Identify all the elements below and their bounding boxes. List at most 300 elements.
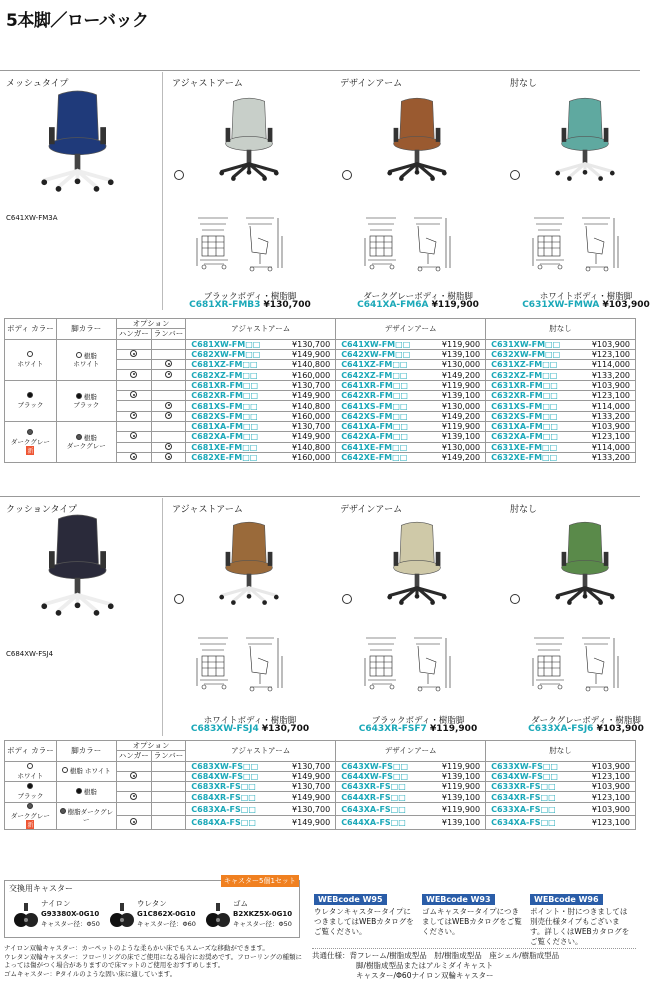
- leg-color-dot: [62, 767, 68, 773]
- cushion-leg-color-0: [56, 761, 116, 782]
- mesh-price-cell: [486, 432, 636, 442]
- price: ¥130,000: [441, 401, 481, 411]
- caster-name: ゴム: [233, 899, 248, 908]
- mesh-featured-price-3: ¥103,900: [602, 300, 650, 310]
- price: ¥149,200: [441, 453, 481, 462]
- hanger-option: [116, 421, 151, 431]
- mesh-type-label: メッシュタイプ: [6, 79, 69, 89]
- mesh-price-cell: [336, 442, 486, 452]
- model-code: C642XZ-FM□□: [341, 370, 408, 380]
- leg-color-label: 樹脂 ダークグレー: [66, 434, 106, 451]
- model-code: C633XA-FS□□: [491, 804, 556, 814]
- model-code: C634XA-FS□□: [491, 818, 556, 828]
- model-code: C684XW-FS□□: [191, 772, 259, 782]
- option-check-icon: [165, 360, 172, 367]
- body-color-dot: [27, 351, 33, 357]
- mesh-featured-model-2: C641XA-FM6A: [357, 300, 429, 310]
- mesh-dimension-drawing-1: [194, 212, 286, 274]
- model-code: C641XZ-FM□□: [341, 360, 408, 370]
- cushion-color-swatch-2: [342, 594, 352, 604]
- mesh-featured-code-1: [180, 300, 320, 310]
- model-code: C682XS-FM□□: [191, 411, 258, 421]
- leg-color-label: 樹脂 ホワイト: [73, 351, 100, 368]
- price: ¥123,100: [591, 391, 630, 401]
- hanger-option: [116, 761, 151, 771]
- model-code: C683XA-FS□□: [191, 804, 256, 814]
- common-spec-label: 共通仕様：: [312, 951, 350, 960]
- model-code: C642XA-FM□□: [341, 432, 408, 442]
- cushion-price-table: [4, 740, 636, 830]
- leg-color-label: 樹脂 ブラック: [73, 392, 100, 409]
- mesh-price-cell: [486, 349, 636, 359]
- lumbar-option: [151, 802, 185, 816]
- model-code: C632XE-FM□□: [491, 453, 558, 462]
- hanger-option: [116, 360, 151, 370]
- body-color-dot: [27, 429, 33, 435]
- cushion-th-design: デザインアーム: [336, 741, 486, 762]
- model-code: C642XW-FM□□: [341, 350, 411, 360]
- web-box-w96: [530, 894, 634, 947]
- web-tag-w93[interactable]: WEBcode W93: [422, 894, 495, 905]
- lumbar-option: [151, 349, 185, 359]
- cushion-side-chair-image: [30, 506, 125, 621]
- option-check-icon: [130, 371, 137, 378]
- body-color-dot: [27, 392, 33, 398]
- caster-diameter: キャスター径：Φ60: [137, 920, 196, 928]
- body-color-dot: [27, 763, 33, 769]
- price: ¥103,900: [591, 782, 630, 792]
- caster-wheel-icon: [109, 903, 135, 929]
- price: ¥130,700: [292, 380, 331, 390]
- mesh-th-design: デザインアーム: [336, 319, 486, 340]
- mesh-body-color-1: [5, 380, 57, 421]
- hanger-option: [116, 816, 151, 830]
- mesh-leg-color-2: [56, 421, 116, 462]
- price: ¥103,900: [591, 804, 630, 814]
- lumbar-option: [151, 380, 185, 390]
- cushion-price-cell: [486, 792, 636, 802]
- price: ¥139,100: [441, 391, 481, 401]
- cushion-featured-price-1: ¥130,700: [261, 724, 310, 734]
- mesh-price-cell: [336, 411, 486, 421]
- model-code: C644XA-FS□□: [341, 818, 406, 828]
- caster-notes: [4, 944, 304, 978]
- price: ¥149,900: [292, 391, 331, 401]
- mesh-chair-image-1: [210, 88, 288, 188]
- mesh-price-cell: [186, 421, 336, 431]
- price: ¥133,200: [591, 453, 630, 462]
- cushion-price-cell: [336, 782, 486, 792]
- mesh-price-cell: [336, 380, 486, 390]
- price: ¥114,000: [591, 442, 630, 452]
- leg-color-dot: [76, 352, 82, 358]
- cushion-th-lumbar: ランバー: [151, 751, 185, 761]
- leg-color-dot: [60, 808, 66, 814]
- cushion-th-leg: 脚カラー: [56, 741, 116, 762]
- caster-code: G1C862X-0G10: [137, 910, 196, 918]
- body-color-label: ブラック: [17, 401, 44, 410]
- common-spec-line1: 背フレーム/樹脂成型品 肘/樹脂成型品 座シェル/樹脂成型品: [349, 951, 560, 960]
- leg-color-label: 樹脂ダークグレー: [67, 807, 114, 824]
- option-check-icon: [165, 412, 172, 419]
- mesh-price-cell: [186, 401, 336, 411]
- option-check-icon: [130, 391, 137, 398]
- price: ¥149,900: [292, 432, 331, 442]
- mesh-color-swatch-2: [342, 170, 352, 180]
- model-code: C681XW-FM□□: [191, 339, 261, 349]
- option-check-icon: [130, 453, 137, 460]
- new-badge: 新: [27, 821, 34, 829]
- web-tag-w95[interactable]: WEBcode W95: [314, 894, 387, 905]
- cushion-price-cell: [486, 802, 636, 816]
- web-text-w93: ゴムキャスタータイプにつきましてはWEBカタログをご覧ください。: [422, 907, 522, 936]
- mesh-leg-color-1: [56, 380, 116, 421]
- mesh-price-cell: [486, 339, 636, 349]
- model-code: C681XE-FM□□: [191, 442, 258, 452]
- mesh-price-cell: [186, 452, 336, 462]
- cushion-price-cell: [186, 761, 336, 771]
- mesh-table-row: [5, 380, 636, 390]
- model-code: C682XE-FM□□: [191, 453, 258, 462]
- common-spec: [312, 948, 636, 981]
- model-code: C641XA-FM□□: [341, 422, 408, 432]
- web-box-w95: [314, 894, 414, 937]
- model-code: C682XR-FM□□: [191, 391, 259, 401]
- mesh-th-leg: 脚カラー: [56, 319, 116, 340]
- lumbar-option: [151, 771, 185, 781]
- model-code: C642XR-FM□□: [341, 391, 408, 401]
- cushion-featured-code-3: [516, 724, 656, 734]
- mesh-featured-price-2: ¥119,900: [431, 300, 479, 310]
- mesh-price-cell: [336, 370, 486, 380]
- mesh-body-color-2: [5, 421, 57, 462]
- caster-name: ウレタン: [137, 899, 167, 908]
- body-color-dot: [27, 783, 33, 789]
- model-code: C681XZ-FM□□: [191, 360, 258, 370]
- web-text-w96: ポイント・肘につきましては別売仕様タイプもございます。詳しくはWEBカタログをご覧ください。: [530, 907, 630, 946]
- model-code: C643XA-FS□□: [341, 804, 406, 814]
- body-color-label: ダークグレー: [10, 438, 50, 447]
- model-code: C682XZ-FM□□: [191, 370, 258, 380]
- price: ¥119,900: [441, 339, 481, 349]
- mesh-price-cell: [486, 411, 636, 421]
- mesh-price-cell: [186, 370, 336, 380]
- mesh-price-cell: [486, 370, 636, 380]
- price: ¥139,100: [441, 792, 481, 802]
- cushion-chair-image-3: [546, 512, 624, 612]
- price: ¥103,900: [591, 761, 630, 771]
- hanger-option: [116, 442, 151, 452]
- hanger-option: [116, 380, 151, 390]
- price: ¥103,900: [591, 422, 630, 432]
- body-color-label: ダークグレー: [10, 811, 50, 820]
- price: ¥123,100: [591, 792, 630, 802]
- cushion-th-hanger: ハンガー: [116, 751, 151, 761]
- leg-color-dot: [76, 393, 82, 399]
- mesh-divider: [162, 72, 163, 310]
- body-color-label: ホワイト: [17, 360, 44, 369]
- model-code: C643XW-FS□□: [341, 761, 409, 771]
- mesh-th-noarm: 肘なし: [486, 319, 636, 340]
- price: ¥130,000: [441, 360, 481, 370]
- cushion-caption-2: ブラックボディ・樹脂脚: [371, 716, 465, 726]
- mesh-price-cell: [486, 452, 636, 462]
- price: ¥119,900: [441, 804, 481, 814]
- lumbar-option: [151, 442, 185, 452]
- caster-name: ナイロン: [41, 899, 71, 908]
- web-box-w93: [422, 894, 522, 937]
- mesh-caption-1: ブラックボディ・樹脂脚: [203, 292, 297, 302]
- price: ¥160,000: [292, 453, 331, 462]
- caster-code: B2XKZ5X-0G10: [233, 910, 293, 918]
- model-code: C633XR-FS□□: [491, 782, 556, 792]
- price: ¥149,200: [441, 411, 481, 421]
- caster-item-2: [109, 895, 201, 935]
- mesh-table-row: [5, 339, 636, 349]
- leg-color-dot: [76, 788, 82, 794]
- mesh-price-cell: [336, 401, 486, 411]
- model-code: C631XS-FM□□: [491, 401, 558, 411]
- option-check-icon: [165, 402, 172, 409]
- price: ¥130,000: [441, 442, 481, 452]
- price: ¥160,000: [292, 411, 331, 421]
- lumbar-option: [151, 782, 185, 792]
- web-tag-w96[interactable]: WEBcode W96: [530, 894, 603, 905]
- mesh-chair-image-3: [546, 88, 624, 188]
- mesh-featured-price-1: ¥130,700: [263, 300, 311, 310]
- mesh-price-cell: [186, 380, 336, 390]
- cushion-featured-model-1: C683XW-FSJ4: [190, 724, 259, 734]
- hanger-option: [116, 411, 151, 421]
- model-code: C641XS-FM□□: [341, 401, 408, 411]
- lumbar-option: [151, 816, 185, 830]
- lumbar-option: [151, 391, 185, 401]
- cushion-price-cell: [336, 792, 486, 802]
- cushion-type-label: クッションタイプ: [6, 505, 78, 515]
- cushion-table-row: [5, 761, 636, 771]
- model-code: C684XA-FS□□: [191, 818, 256, 828]
- cushion-dimension-drawing-1: [194, 632, 286, 694]
- mesh-price-cell: [336, 360, 486, 370]
- model-code: C632XA-FM□□: [491, 432, 558, 442]
- model-code: C632XW-FM□□: [491, 350, 561, 360]
- mesh-price-cell: [186, 360, 336, 370]
- caster-wheel-icon: [13, 903, 39, 929]
- leg-color-dot: [76, 434, 82, 440]
- mesh-price-cell: [336, 432, 486, 442]
- mesh-col-design: デザインアーム: [340, 79, 403, 89]
- caster-wheel-icon: [205, 903, 231, 929]
- cushion-price-cell: [486, 782, 636, 792]
- mesh-price-cell: [486, 360, 636, 370]
- price: ¥149,900: [292, 818, 331, 828]
- cushion-leg-color-2: [56, 802, 116, 829]
- hanger-option: [116, 391, 151, 401]
- mesh-price-cell: [486, 380, 636, 390]
- lumbar-option: [151, 401, 185, 411]
- caster-note-nylon: ナイロン双輪キャスター：カーペットのような柔らかい床でもスムーズな移動ができます。: [4, 944, 269, 952]
- price: ¥130,700: [292, 782, 331, 792]
- mesh-featured-model-1: C681XR-FMB3: [189, 300, 261, 310]
- body-color-label: ホワイト: [17, 771, 44, 780]
- price: ¥133,200: [591, 370, 630, 380]
- price: ¥140,800: [292, 442, 331, 452]
- cushion-featured-code-2: [348, 724, 488, 734]
- mesh-featured-model-3: C631XW-FMWA: [522, 300, 600, 310]
- price: ¥149,900: [292, 792, 331, 802]
- body-color-dot: [27, 803, 33, 809]
- cushion-table-row: [5, 802, 636, 816]
- price: ¥114,000: [591, 360, 630, 370]
- option-check-icon: [165, 453, 172, 460]
- hanger-option: [116, 452, 151, 462]
- model-code: C681XA-FM□□: [191, 422, 259, 432]
- cushion-featured-price-3: ¥103,900: [596, 724, 644, 734]
- cushion-featured-model-3: C633XA-FSJ6: [528, 724, 594, 734]
- cushion-caption-3: ダークグレーボディ・樹脂脚: [531, 716, 641, 726]
- cushion-body-color-0: [5, 761, 57, 782]
- mesh-price-cell: [486, 391, 636, 401]
- mesh-th-lumbar: ランバー: [151, 329, 185, 339]
- mesh-price-cell: [336, 421, 486, 431]
- lumbar-option: [151, 421, 185, 431]
- price: ¥160,000: [292, 370, 331, 380]
- mesh-price-cell: [336, 349, 486, 359]
- mesh-price-cell: [186, 442, 336, 452]
- cushion-price-cell: [186, 802, 336, 816]
- cushion-table-row: [5, 782, 636, 792]
- model-code: C683XR-FS□□: [191, 782, 256, 792]
- lumbar-option: [151, 339, 185, 349]
- model-code: C682XA-FM□□: [191, 432, 259, 442]
- leg-color-label: 樹脂 ホワイト: [69, 767, 111, 776]
- lumbar-option: [151, 411, 185, 421]
- mesh-price-cell: [336, 391, 486, 401]
- mesh-side-code: C641XW-FM3A: [6, 214, 58, 222]
- price: ¥123,100: [591, 772, 630, 782]
- price: ¥139,100: [441, 432, 481, 442]
- model-code: C644XW-FS□□: [341, 772, 409, 782]
- model-code: C634XW-FS□□: [491, 772, 558, 782]
- cushion-col-noarm: 肘なし: [510, 505, 538, 515]
- model-code: C684XR-FS□□: [191, 792, 256, 802]
- mesh-col-adjust: アジャストアーム: [172, 79, 243, 89]
- lumbar-option: [151, 792, 185, 802]
- mesh-featured-code-3: [516, 300, 656, 310]
- cushion-th-adjust: アジャストアーム: [186, 741, 336, 762]
- mesh-caption-2: ダークグレーボディ・樹脂脚: [363, 292, 473, 302]
- price: ¥130,700: [292, 761, 331, 771]
- mesh-price-cell: [486, 401, 636, 411]
- title-divider: [0, 70, 640, 71]
- cushion-price-cell: [486, 761, 636, 771]
- price: ¥114,000: [591, 401, 630, 411]
- cushion-color-swatch-1: [174, 594, 184, 604]
- price: ¥123,100: [591, 432, 630, 442]
- mesh-leg-color-0: [56, 339, 116, 380]
- price: ¥103,900: [591, 339, 630, 349]
- cushion-side-code: C684XW-FSJ4: [6, 650, 54, 658]
- cushion-divider: [162, 498, 163, 736]
- price: ¥119,900: [441, 761, 481, 771]
- price: ¥123,100: [591, 350, 630, 360]
- model-code: C633XW-FS□□: [491, 761, 558, 771]
- model-code: C643XR-FS□□: [341, 782, 406, 792]
- cushion-price-cell: [336, 771, 486, 781]
- price: ¥103,900: [591, 380, 630, 390]
- hanger-option: [116, 339, 151, 349]
- option-check-icon: [130, 793, 137, 800]
- model-code: C634XR-FS□□: [491, 792, 556, 802]
- hanger-option: [116, 802, 151, 816]
- mesh-price-cell: [336, 452, 486, 462]
- model-code: C631XA-FM□□: [491, 422, 558, 432]
- web-text-w95: ウレタンキャスタータイプにつきましてはWEBカタログをご覧ください。: [314, 907, 414, 936]
- mesh-caption-3: ホワイトボディ・樹脂脚: [539, 292, 633, 302]
- price: ¥139,100: [441, 350, 481, 360]
- cushion-leg-color-1: [56, 782, 116, 803]
- lumbar-option: [151, 432, 185, 442]
- model-code: C641XW-FM□□: [341, 339, 411, 349]
- caster-item-1: [13, 895, 105, 935]
- option-check-icon: [130, 350, 137, 357]
- mesh-color-swatch-1: [174, 170, 184, 180]
- price: ¥130,700: [292, 422, 331, 432]
- cushion-price-cell: [486, 816, 636, 830]
- common-spec-line2: 脚/樹脂成型品またはアルミダイキャスト: [356, 961, 494, 970]
- mesh-price-cell: [336, 339, 486, 349]
- cushion-body-color-2: [5, 802, 57, 829]
- price: ¥130,700: [292, 339, 331, 349]
- mesh-dimension-drawing-3: [530, 212, 622, 274]
- model-code: C631XR-FM□□: [491, 380, 558, 390]
- cushion-dimension-drawing-2: [362, 632, 454, 694]
- cushion-price-cell: [486, 771, 636, 781]
- body-color-label: ブラック: [17, 792, 44, 801]
- mesh-side-chair-image: [30, 82, 125, 197]
- option-check-icon: [130, 412, 137, 419]
- model-code: C631XW-FM□□: [491, 339, 561, 349]
- model-code: C681XS-FM□□: [191, 401, 258, 411]
- hanger-option: [116, 792, 151, 802]
- cushion-chair-image-2: [378, 512, 456, 612]
- mesh-price-cell: [186, 432, 336, 442]
- mesh-col-noarm: 肘なし: [510, 79, 538, 89]
- mesh-price-cell: [486, 421, 636, 431]
- option-check-icon: [130, 818, 137, 825]
- leg-color-label: 樹脂: [83, 787, 97, 796]
- price: ¥140,800: [292, 401, 331, 411]
- hanger-option: [116, 401, 151, 411]
- caster-box: [4, 877, 300, 938]
- mesh-table-row: [5, 421, 636, 431]
- model-code: C632XZ-FM□□: [491, 370, 558, 380]
- hanger-option: [116, 771, 151, 781]
- mesh-price-table: [4, 318, 636, 463]
- cushion-chair-image-1: [210, 512, 288, 612]
- cushion-price-cell: [186, 816, 336, 830]
- model-code: C641XE-FM□□: [341, 442, 408, 452]
- mesh-price-cell: [186, 339, 336, 349]
- option-check-icon: [165, 371, 172, 378]
- price: ¥140,800: [292, 360, 331, 370]
- new-badge: 新: [27, 448, 34, 456]
- price: ¥149,900: [292, 772, 331, 782]
- model-code: C644XR-FS□□: [341, 792, 406, 802]
- caster-diameter: キャスター径：Φ50: [233, 920, 292, 928]
- model-code: C682XW-FM□□: [191, 350, 261, 360]
- caster-title: 交換用キャスター: [9, 884, 73, 893]
